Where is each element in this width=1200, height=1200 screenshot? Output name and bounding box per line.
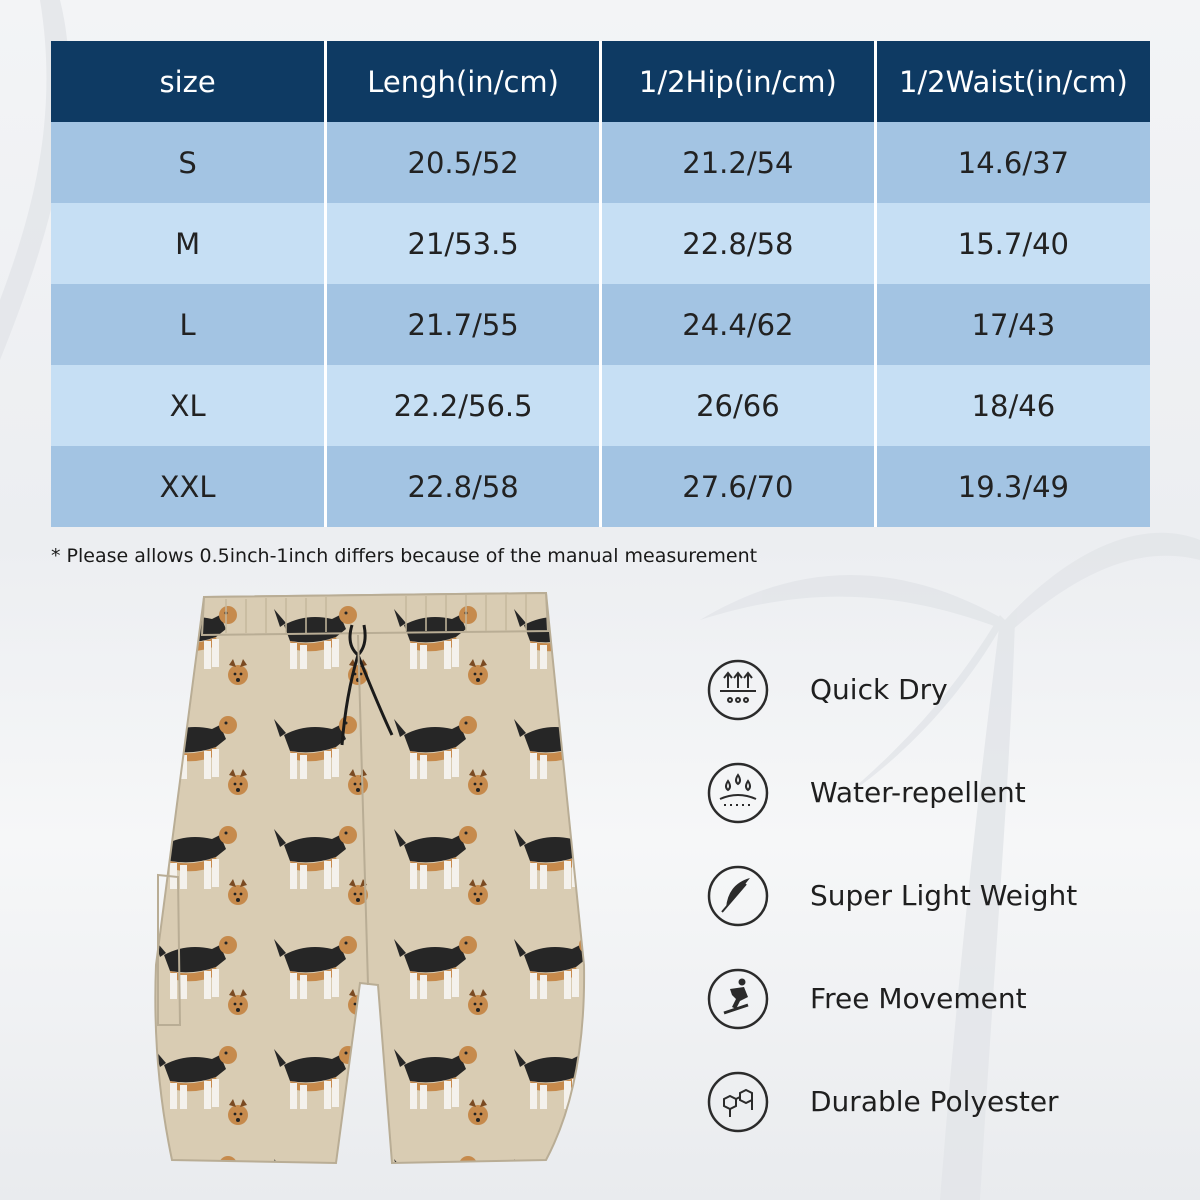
table-row <box>51 365 1150 446</box>
column-header-half-hip: 1/2Hip(in/cm) <box>601 41 876 122</box>
length-cell: 22.2/56.5 <box>326 365 601 446</box>
hip-cell: 24.4/62 <box>601 284 876 365</box>
column-header-half-waist: 1/2Waist(in/cm) <box>875 41 1150 122</box>
waist-cell: 18/46 <box>875 365 1150 446</box>
shorts-body <box>155 593 584 1163</box>
feature-item-free-movement <box>706 947 1166 1050</box>
feature-label: Durable Polyester <box>810 1085 1059 1118</box>
quick-dry-icon <box>706 658 770 722</box>
length-cell: 21.7/55 <box>326 284 601 365</box>
column-header-size: size <box>51 41 326 122</box>
length-cell: 20.5/52 <box>326 122 601 203</box>
hip-cell: 26/66 <box>601 365 876 446</box>
feature-label: Free Movement <box>810 982 1027 1015</box>
molecule-icon <box>706 1070 770 1134</box>
size-cell: XL <box>51 365 326 446</box>
feature-list <box>706 638 1166 1153</box>
feature-label: Water-repellent <box>810 776 1026 809</box>
feature-item-quick-dry <box>706 638 1166 741</box>
size-chart-table <box>51 41 1150 527</box>
board-shorts-image <box>146 585 606 1180</box>
size-chart-header-row <box>51 41 1150 122</box>
hip-cell: 22.8/58 <box>601 203 876 284</box>
waist-cell: 19.3/49 <box>875 446 1150 527</box>
column-header-length: Lengh(in/cm) <box>326 41 601 122</box>
feature-item-durable-polyester <box>706 1050 1166 1153</box>
table-row <box>51 203 1150 284</box>
feature-item-super-light-weight <box>706 844 1166 947</box>
size-cell: M <box>51 203 326 284</box>
length-cell: 21/53.5 <box>326 203 601 284</box>
waist-cell: 15.7/40 <box>875 203 1150 284</box>
size-cell: L <box>51 284 326 365</box>
waist-cell: 14.6/37 <box>875 122 1150 203</box>
water-repellent-icon <box>706 761 770 825</box>
feather-icon <box>706 864 770 928</box>
skater-icon <box>706 967 770 1031</box>
feature-label: Super Light Weight <box>810 879 1078 912</box>
table-row <box>51 122 1150 203</box>
feature-item-water-repellent <box>706 741 1166 844</box>
measurement-note: * Please allows 0.5inch-1inch differs because of the manual measurement <box>51 545 758 567</box>
table-row <box>51 446 1150 527</box>
hip-cell: 27.6/70 <box>601 446 876 527</box>
waist-cell: 17/43 <box>875 284 1150 365</box>
hip-cell: 21.2/54 <box>601 122 876 203</box>
size-cell: S <box>51 122 326 203</box>
feature-label: Quick Dry <box>810 673 948 706</box>
size-cell: XXL <box>51 446 326 527</box>
table-row <box>51 284 1150 365</box>
waistband <box>202 593 548 635</box>
length-cell: 22.8/58 <box>326 446 601 527</box>
